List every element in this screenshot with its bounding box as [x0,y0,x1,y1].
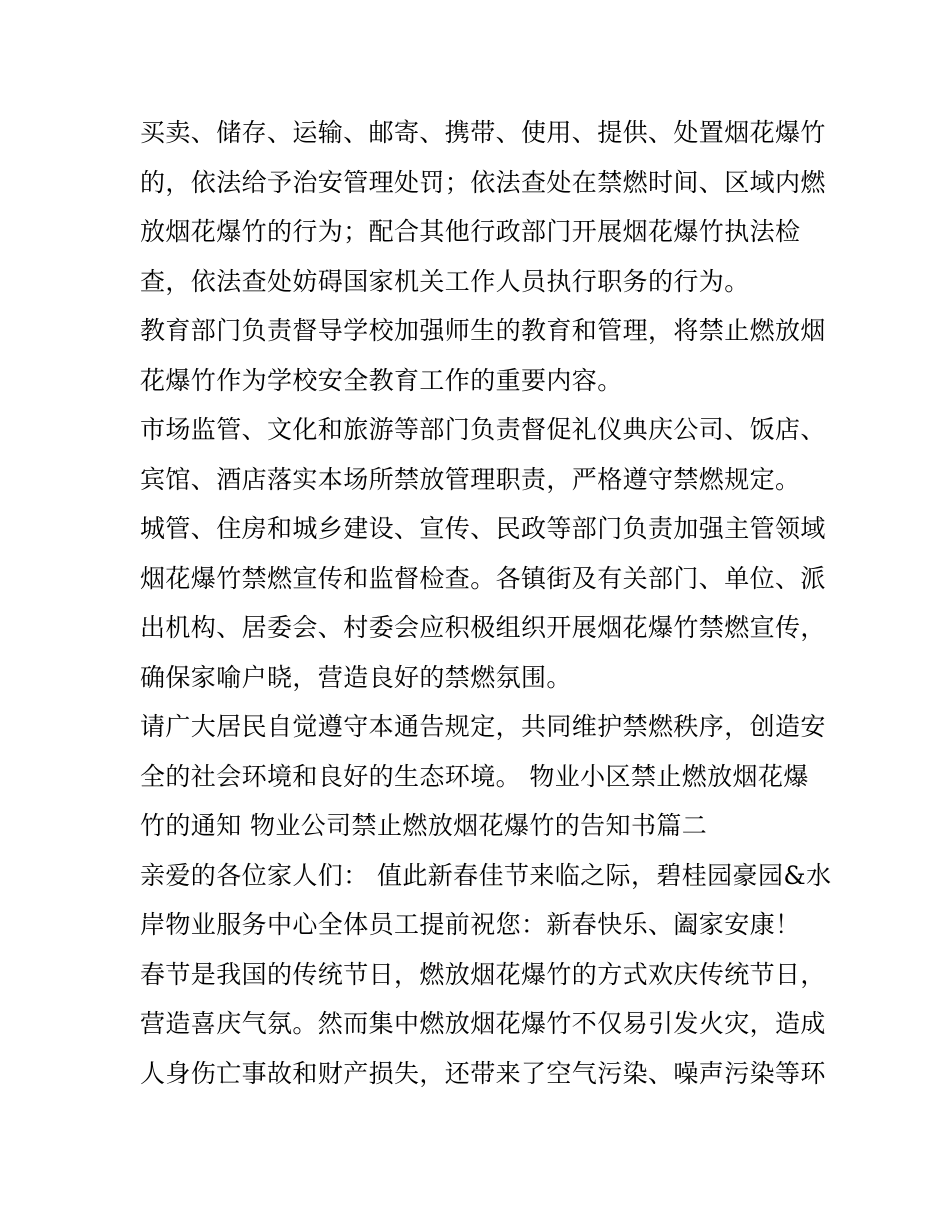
text-line: 市场监管、文化和旅游等部门负责督促礼仪典庆公司、饭店、 [140,415,826,444]
text-line: 烟花爆竹禁燃宣传和监督检查。各镇街及有关部门、单位、派 [140,563,826,593]
text-line: 查，依法查处妨碍国家机关工作人员执行职务的行为。 [140,266,750,296]
text-line: 人身伤亡事故和财产损失，还带来了空气污染、噪声污染等环 [140,1058,826,1088]
text-line: 城管、住房和城乡建设、宣传、民政等部门负责加强主管领域 [140,514,826,543]
text-line: 确保家喻户晓，营造良好的禁燃氛围。 [140,662,572,692]
text-line: 放烟花爆竹的行为；配合其他行政部门开展烟花爆竹执法检 [140,217,801,246]
text-line: 全的社会环境和良好的生态环境。 物业小区禁止燃放烟花爆 [140,761,809,791]
text-line: 的，依法给予治安管理处罚；依法查处在禁燃时间、区域内燃 [140,167,826,197]
text-line: 岸物业服务中心全体员工提前祝您：新春快乐、阖家安康！ [140,910,801,939]
text-line: 宾馆、酒店落实本场所禁放管理职责，严格遵守禁燃规定。 [140,464,801,494]
text-line: 春节是我国的传统节日，燃放烟花爆竹的方式欢庆传统节日， [140,959,826,989]
document-body [140,108,832,1098]
text-line: 竹的通知 物业公司禁止燃放烟花爆竹的告知书篇二 [140,811,708,840]
text-line: 请广大居民自觉遵守本通告规定，共同维护禁燃秩序，创造安 [140,712,826,741]
text-line: 教育部门负责督导学校加强师生的教育和管理，将禁止燃放烟 [140,316,826,345]
text-line: 出机构、居委会、村委会应积极组织开展烟花爆竹禁燃宣传， [140,613,826,642]
text-line: 花爆竹作为学校安全教育工作的重要内容。 [140,365,623,395]
text-line: 买卖、储存、运输、邮寄、携带、使用、提供、处置烟花爆竹 [140,118,826,147]
text-line: 营造喜庆气氛。然而集中燃放烟花爆竹不仅易引发火灾，造成 [140,1009,826,1038]
text-line: 亲爱的各位家人们： 值此新春佳节来临之际，碧桂园豪园&水 [140,860,832,890]
